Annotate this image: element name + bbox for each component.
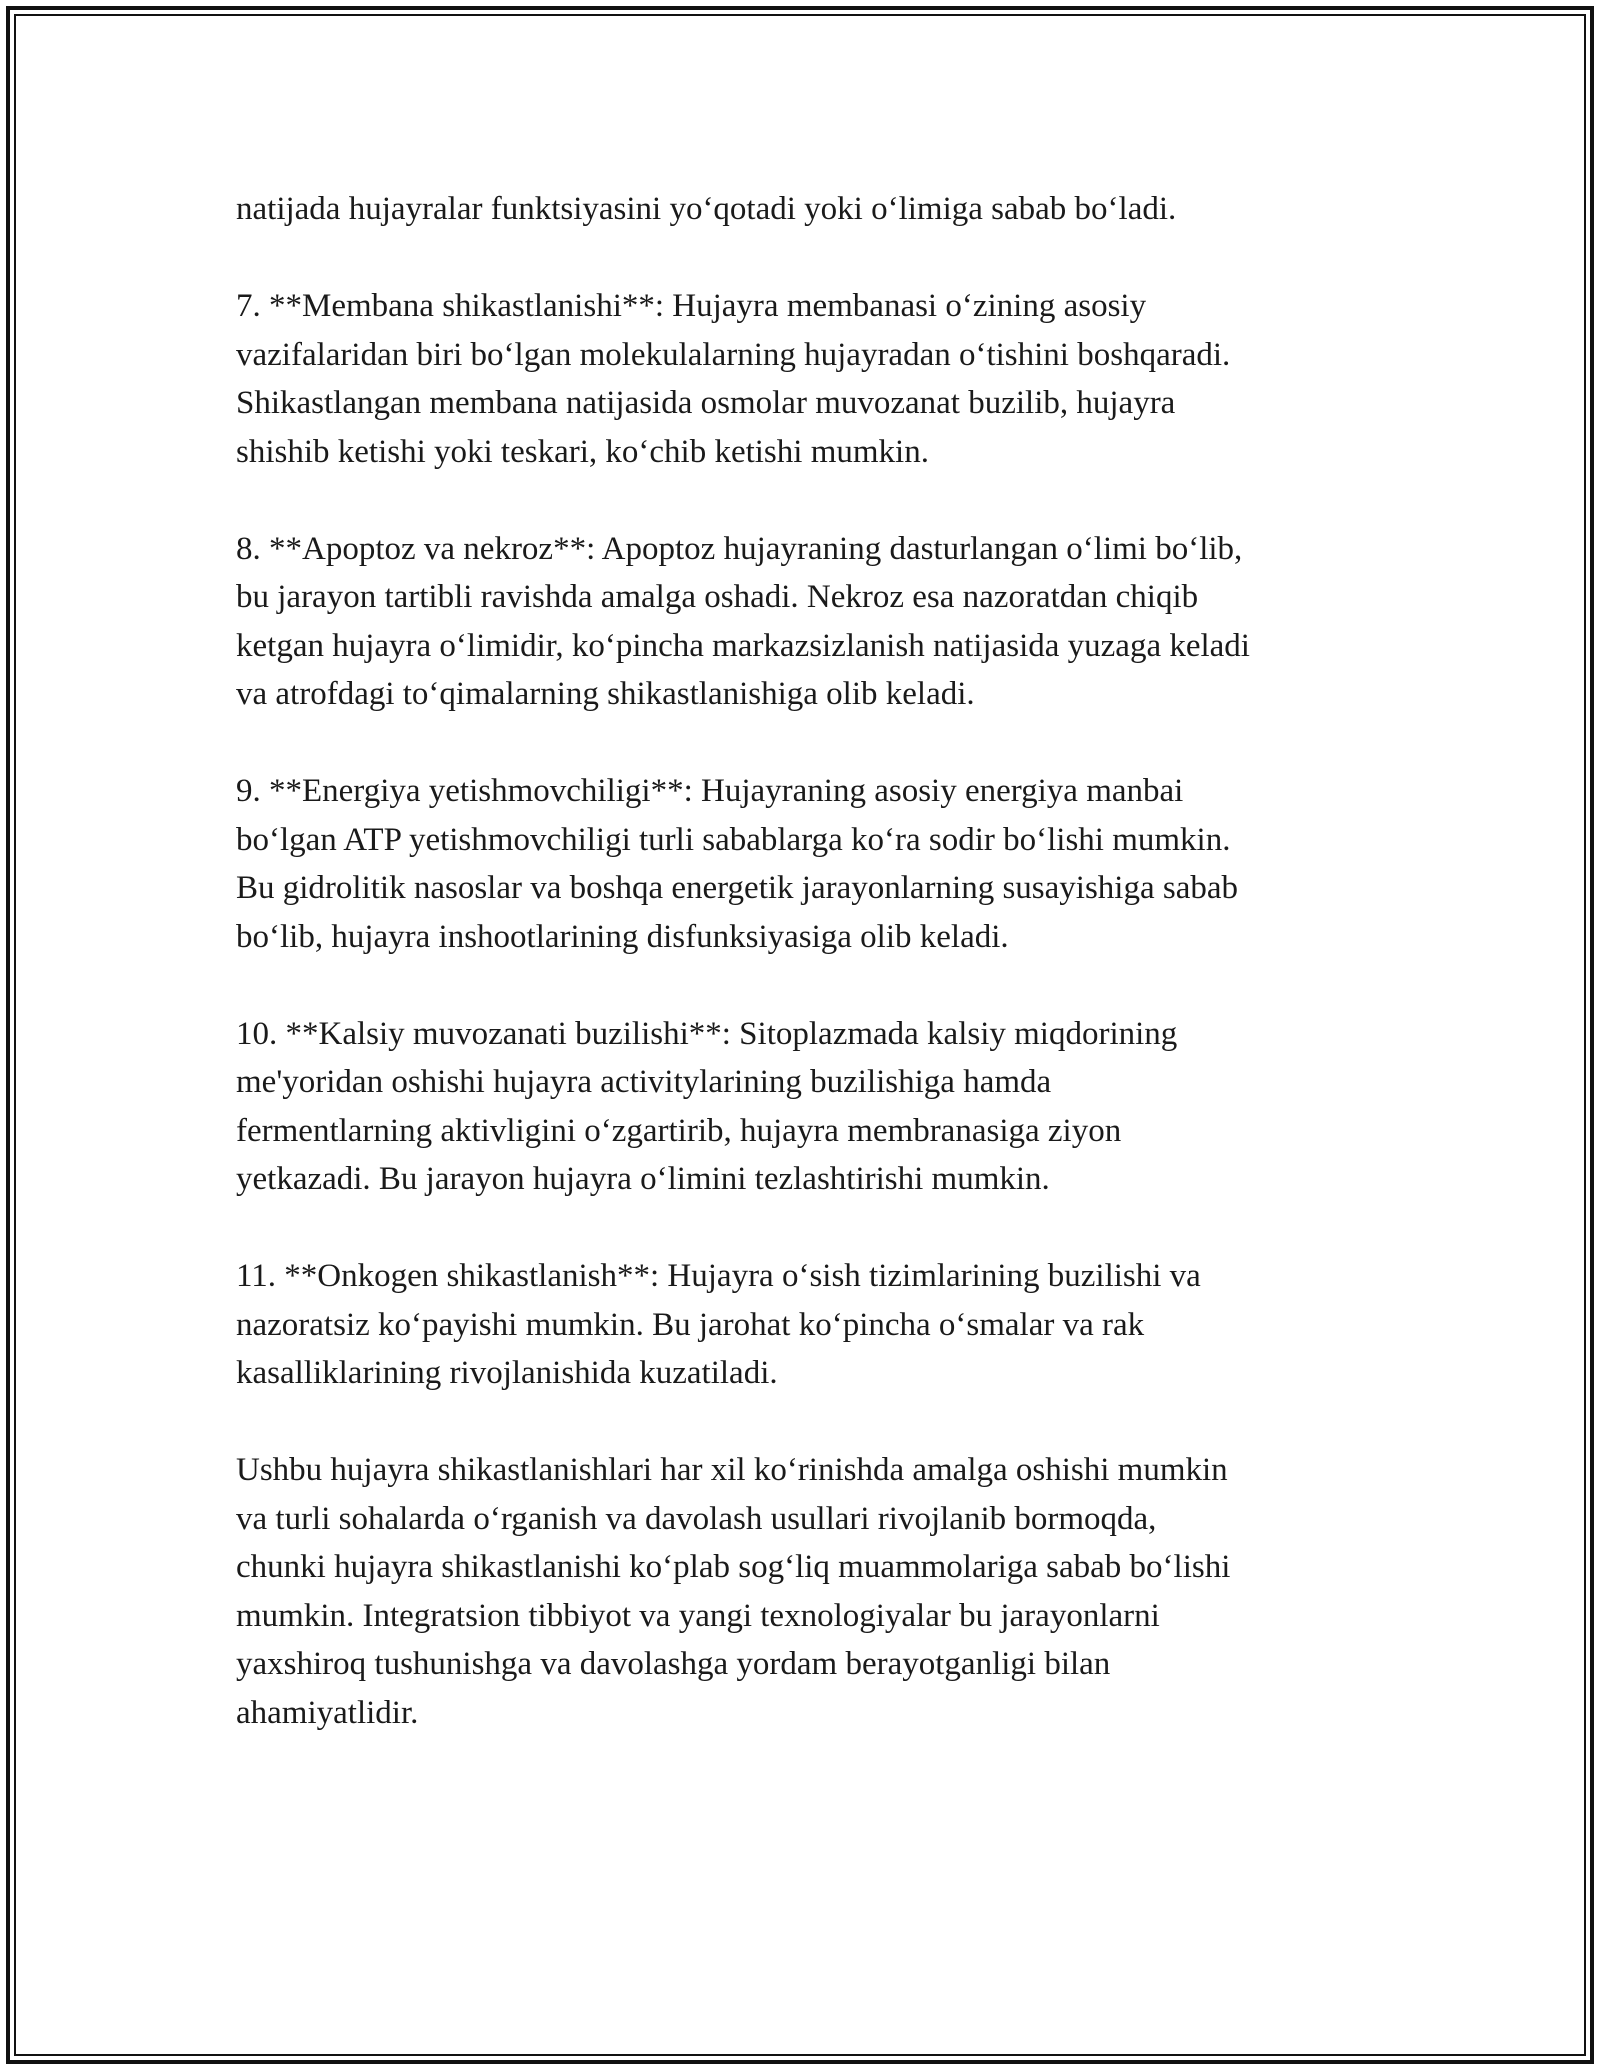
paragraph-energy-deficiency: 9. **Energiya yetishmovchiligi**: Hujayraning asosiy energiya manbai bo‘lgan ATP yetishmovchiligi turli sabablarga ko‘ra sodir bo‘lishi mumkin. Bu gidrolitik nasoslar va boshqa energetik jarayonlarning susayishiga sabab bo‘lib, hujayra inshootlarining disfunksiyasiga olib keladi. [236, 773, 1239, 955]
paragraph-apoptosis-necrosis: 8. **Apoptoz va nekroz**: Apoptoz hujayraning dasturlangan o‘limi bo‘lib, bu jarayon tartibli ravishda amalga oshadi. Nekroz esa nazoratdan chiqib ketgan hujayra o‘limidir, ko‘pincha markazsizlanish natijasida yuzaga keladi va atrofdagi to‘qimalarning shikastlanishiga olib keladi. [236, 530, 1250, 712]
paragraph-oncogenic-damage: 11. **Onkogen shikastlanish**: Hujayra o‘sish tizimlarining buzilishi va nazoratsiz ko‘payishi mumkin. Bu jarohat ko‘pincha o‘smalar va rak kasalliklarining rivojlanishida kuzatiladi. [236, 1258, 1201, 1391]
paragraph-membrane-damage: 7. **Membana shikastlanishi**: Hujayra membanasi o‘zining asosiy vazifalaridan biri bo‘lgan molekulalarning hujayradan o‘tishini boshqaradi. Shikastlangan membana natijasida osmolar muvozanat buzilib, hujayra shishib ketishi yoki teskari, ko‘chib ketishi mumkin. [236, 288, 1231, 470]
document-body [236, 185, 1376, 1786]
paragraph-conclusion: Ushbu hujayra shikastlanishlari har xil ko‘rinishda amalga oshishi mumkin va turli sohalarda o‘rganish va davolash usullari rivojlanib bormoqda, chunki hujayra shikastlanishi ko‘plab sog‘liq muammolariga sabab bo‘lishi mumkin. Integratsion tibbiyot va yangi texnologiyalar bu jarayonlarni yaxshiroq tushunishga va davolashga yordam berayotganligi bilan ahamiyatlidir. [236, 1452, 1231, 1731]
paragraph-continuation: natijada hujayralar funktsiyasini yo‘qotadi yoki o‘limiga sabab bo‘ladi. [236, 191, 1177, 227]
paragraph-calcium-imbalance: 10. **Kalsiy muvozanati buzilishi**: Sitoplazmada kalsiy miqdorining me'yoridan oshishi hujayra activitylarining buzilishiga hamda fermentlarning aktivligini o‘zgartirib, hujayra membranasiga ziyon yetkazadi. Bu jarayon hujayra o‘limini tezlashtirishi mumkin. [236, 1015, 1178, 1197]
